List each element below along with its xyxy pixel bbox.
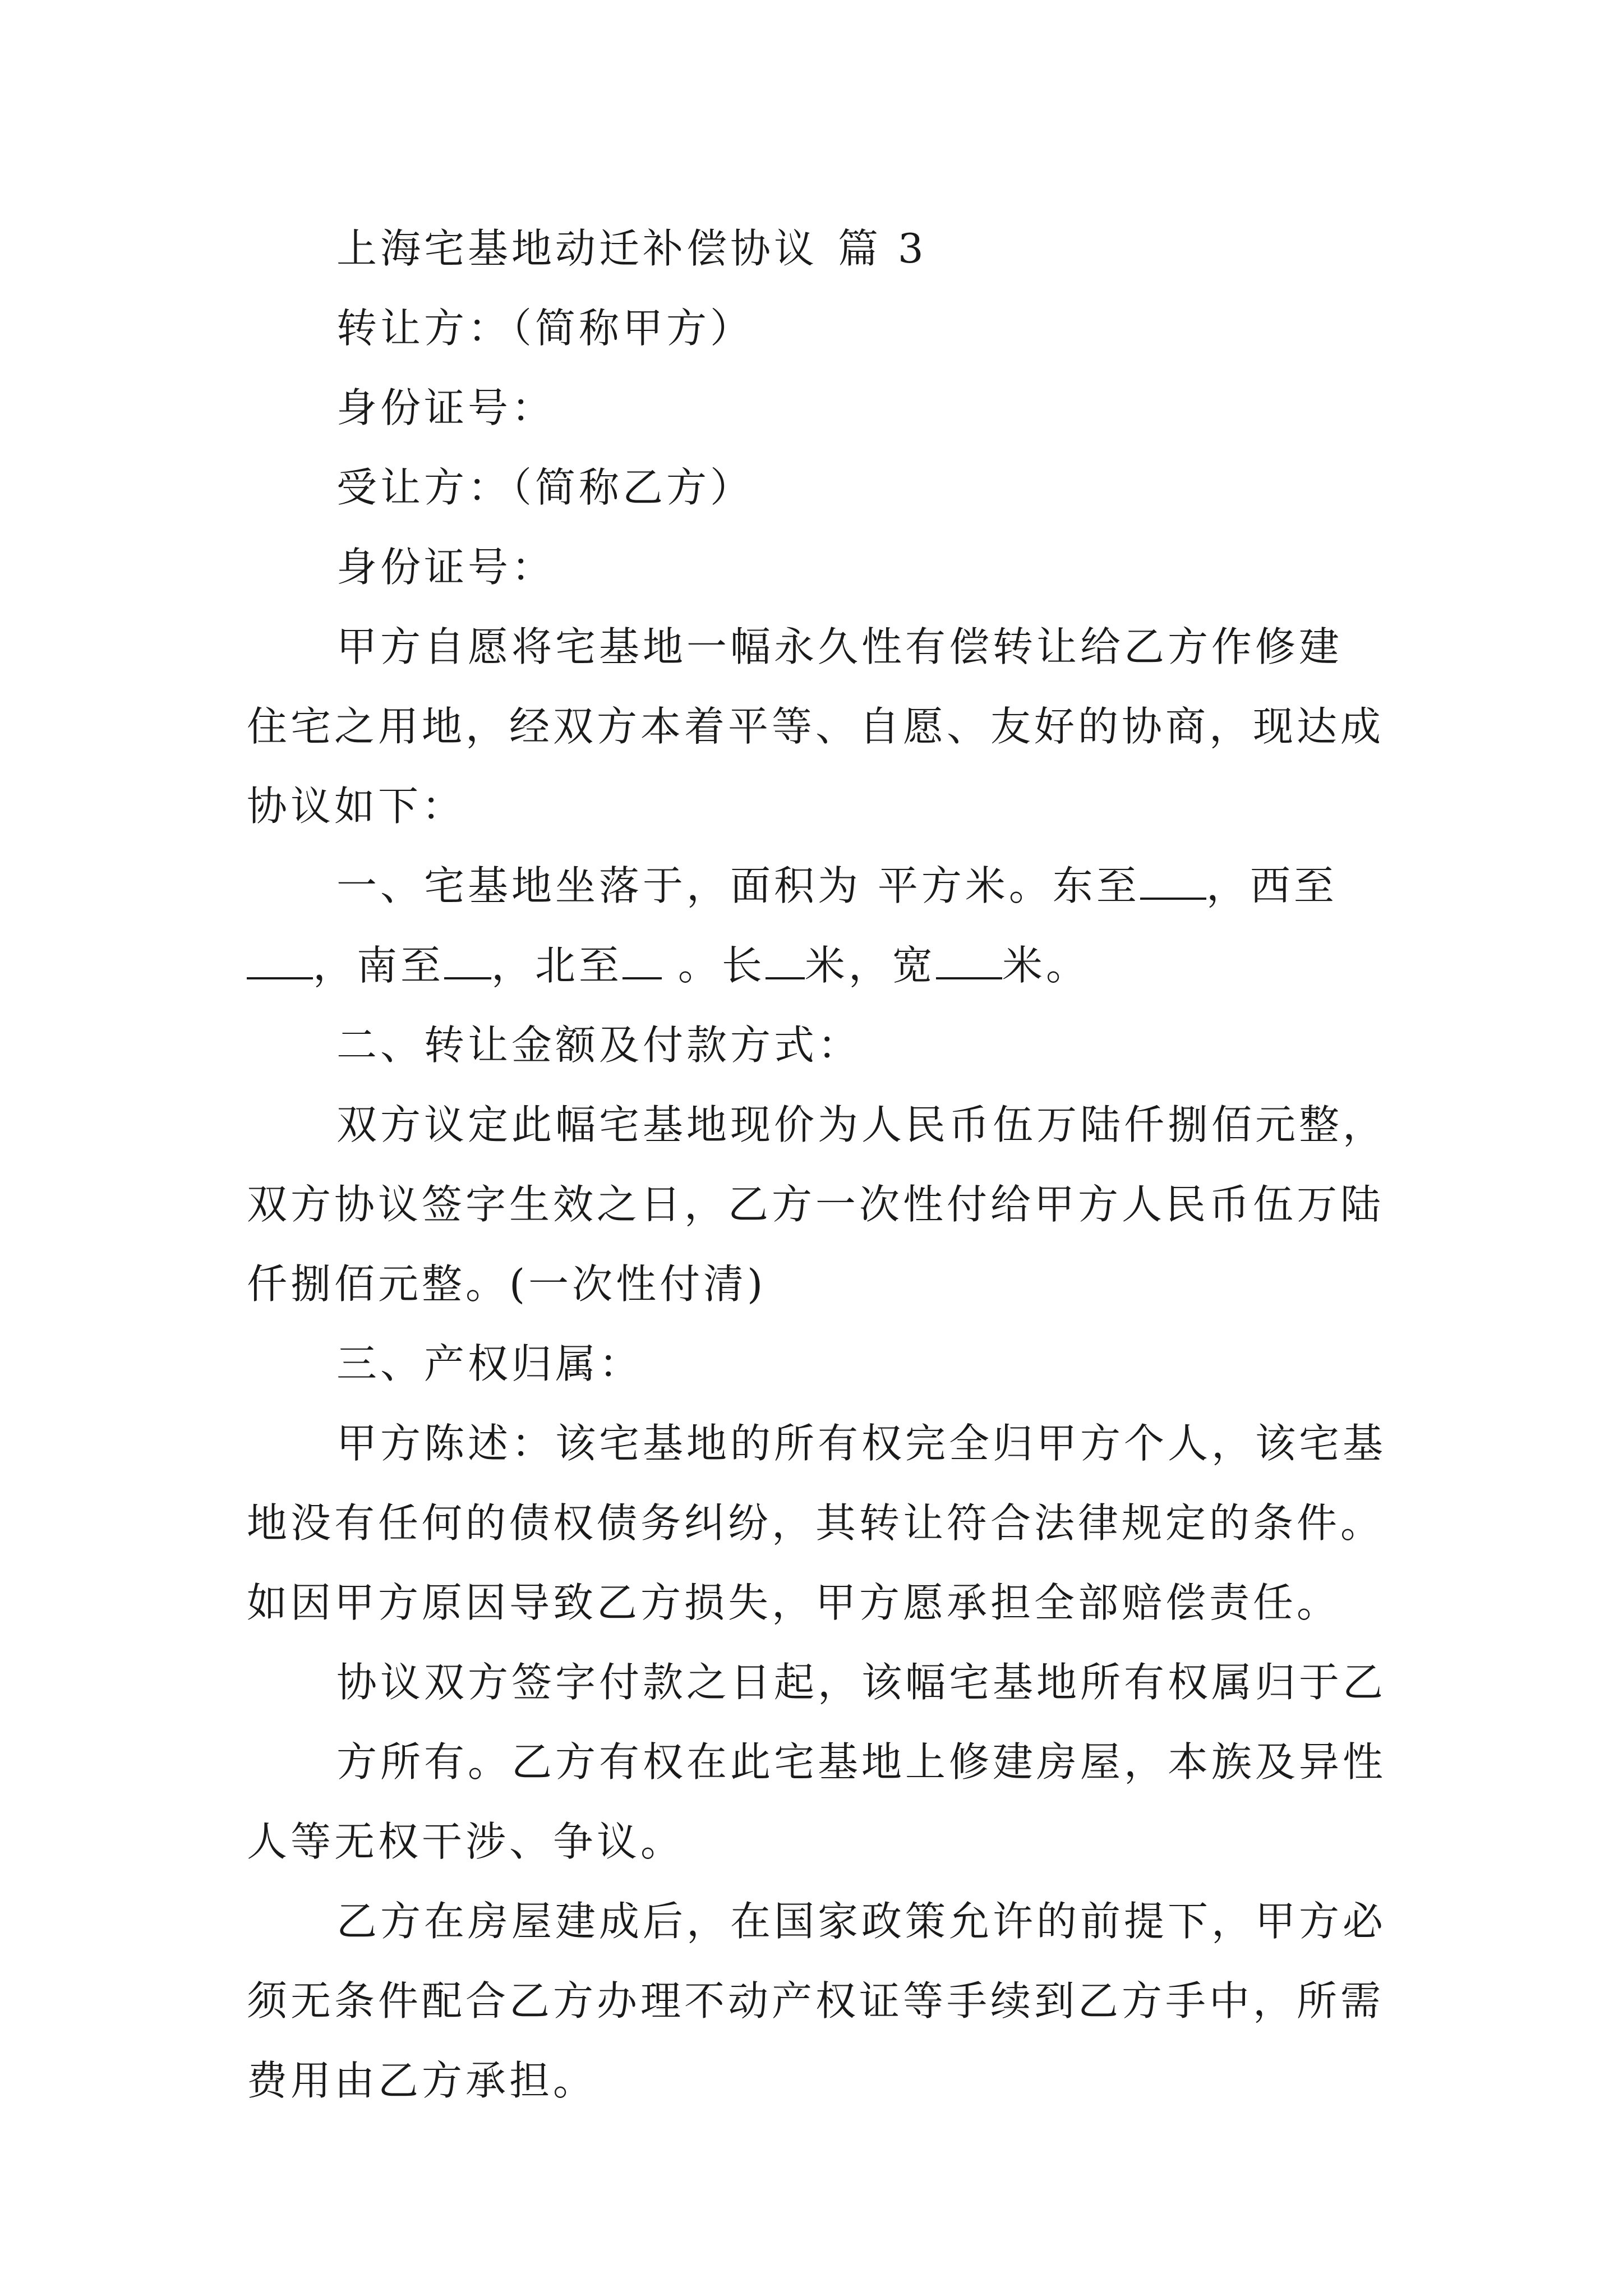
blank-north bbox=[623, 945, 662, 979]
section1-text: 米。 bbox=[1002, 942, 1090, 989]
transferor-label: 转让方：（简称甲方） bbox=[336, 305, 754, 352]
section3-ownership-line: 人等无权干涉、争议。 bbox=[247, 1818, 685, 1865]
section3-certificate-line: 须无条件配合乙方办理不动产权证等手续到乙方手中，所需 bbox=[247, 1977, 1385, 2024]
intro-line: 甲方自愿将宅基地一幅永久性有偿转让给乙方作修建 bbox=[336, 623, 1343, 670]
section3-ownership-line: 方所有。乙方有权在此宅基地上修建房屋，本族及异性 bbox=[336, 1738, 1387, 1786]
section1-text: 米，宽 bbox=[804, 942, 936, 989]
section1-line2 bbox=[247, 926, 1413, 1005]
blank-east bbox=[1140, 865, 1206, 900]
section1-text: ，南至 bbox=[313, 942, 445, 989]
transferor-id-label: 身份证号： bbox=[336, 384, 556, 431]
section3-heading: 三、产权归属： bbox=[336, 1340, 643, 1387]
section3-certificate-line: 费用由乙方承担。 bbox=[247, 2057, 597, 2104]
section1-text: 。长 bbox=[662, 942, 766, 989]
document-title bbox=[247, 209, 1413, 288]
section3-statement-line: 地没有任何的债权债务纠纷，其转让符合法律规定的条件。 bbox=[247, 1499, 1385, 1547]
section2-heading: 二、转让金额及付款方式： bbox=[336, 1022, 862, 1069]
section1-text: ，西至 bbox=[1206, 862, 1338, 909]
title-suffix: 篇 3 bbox=[838, 225, 927, 272]
section1-line1 bbox=[247, 846, 1413, 926]
section2-line: 双方议定此幅宅基地现价为人民币伍万陆仟捌佰元整， bbox=[336, 1101, 1387, 1148]
section1-text: ，北至 bbox=[491, 942, 623, 989]
title-text: 上海宅基地动迁补偿协议 bbox=[336, 225, 818, 272]
blank-west bbox=[247, 945, 313, 979]
blank-width bbox=[936, 945, 1002, 979]
intro-line: 住宅之用地，经双方本着平等、自愿、友好的协商，现达成 bbox=[247, 703, 1385, 750]
section3-ownership-line: 协议双方签字付款之日起，该幅宅基地所有权属归于乙 bbox=[336, 1659, 1387, 1706]
section3-statement-line: 如因甲方原因导致乙方损失，甲方愿承担全部赔偿责任。 bbox=[247, 1579, 1341, 1626]
blank-south bbox=[444, 945, 491, 979]
section1-text: 一、宅基地坐落于，面积为 平方米。东至 bbox=[336, 862, 1140, 909]
section2-line: 双方协议签字生效之日，乙方一次性付给甲方人民币伍万陆 bbox=[247, 1181, 1385, 1228]
blank-length bbox=[766, 945, 805, 979]
document-body bbox=[247, 209, 1413, 2120]
section3-statement-line: 甲方陈述：该宅基地的所有权完全归甲方个人，该宅基 bbox=[336, 1420, 1387, 1467]
intro-line: 协议如下： bbox=[247, 783, 466, 830]
transferee-id-label: 身份证号： bbox=[336, 544, 556, 591]
transferee-label: 受让方：（简称乙方） bbox=[336, 464, 754, 511]
section2-line: 仟捌佰元整。(一次性付清) bbox=[247, 1260, 767, 1308]
section3-certificate-line: 乙方在房屋建成后，在国家政策允许的前提下，甲方必 bbox=[336, 1898, 1387, 1945]
